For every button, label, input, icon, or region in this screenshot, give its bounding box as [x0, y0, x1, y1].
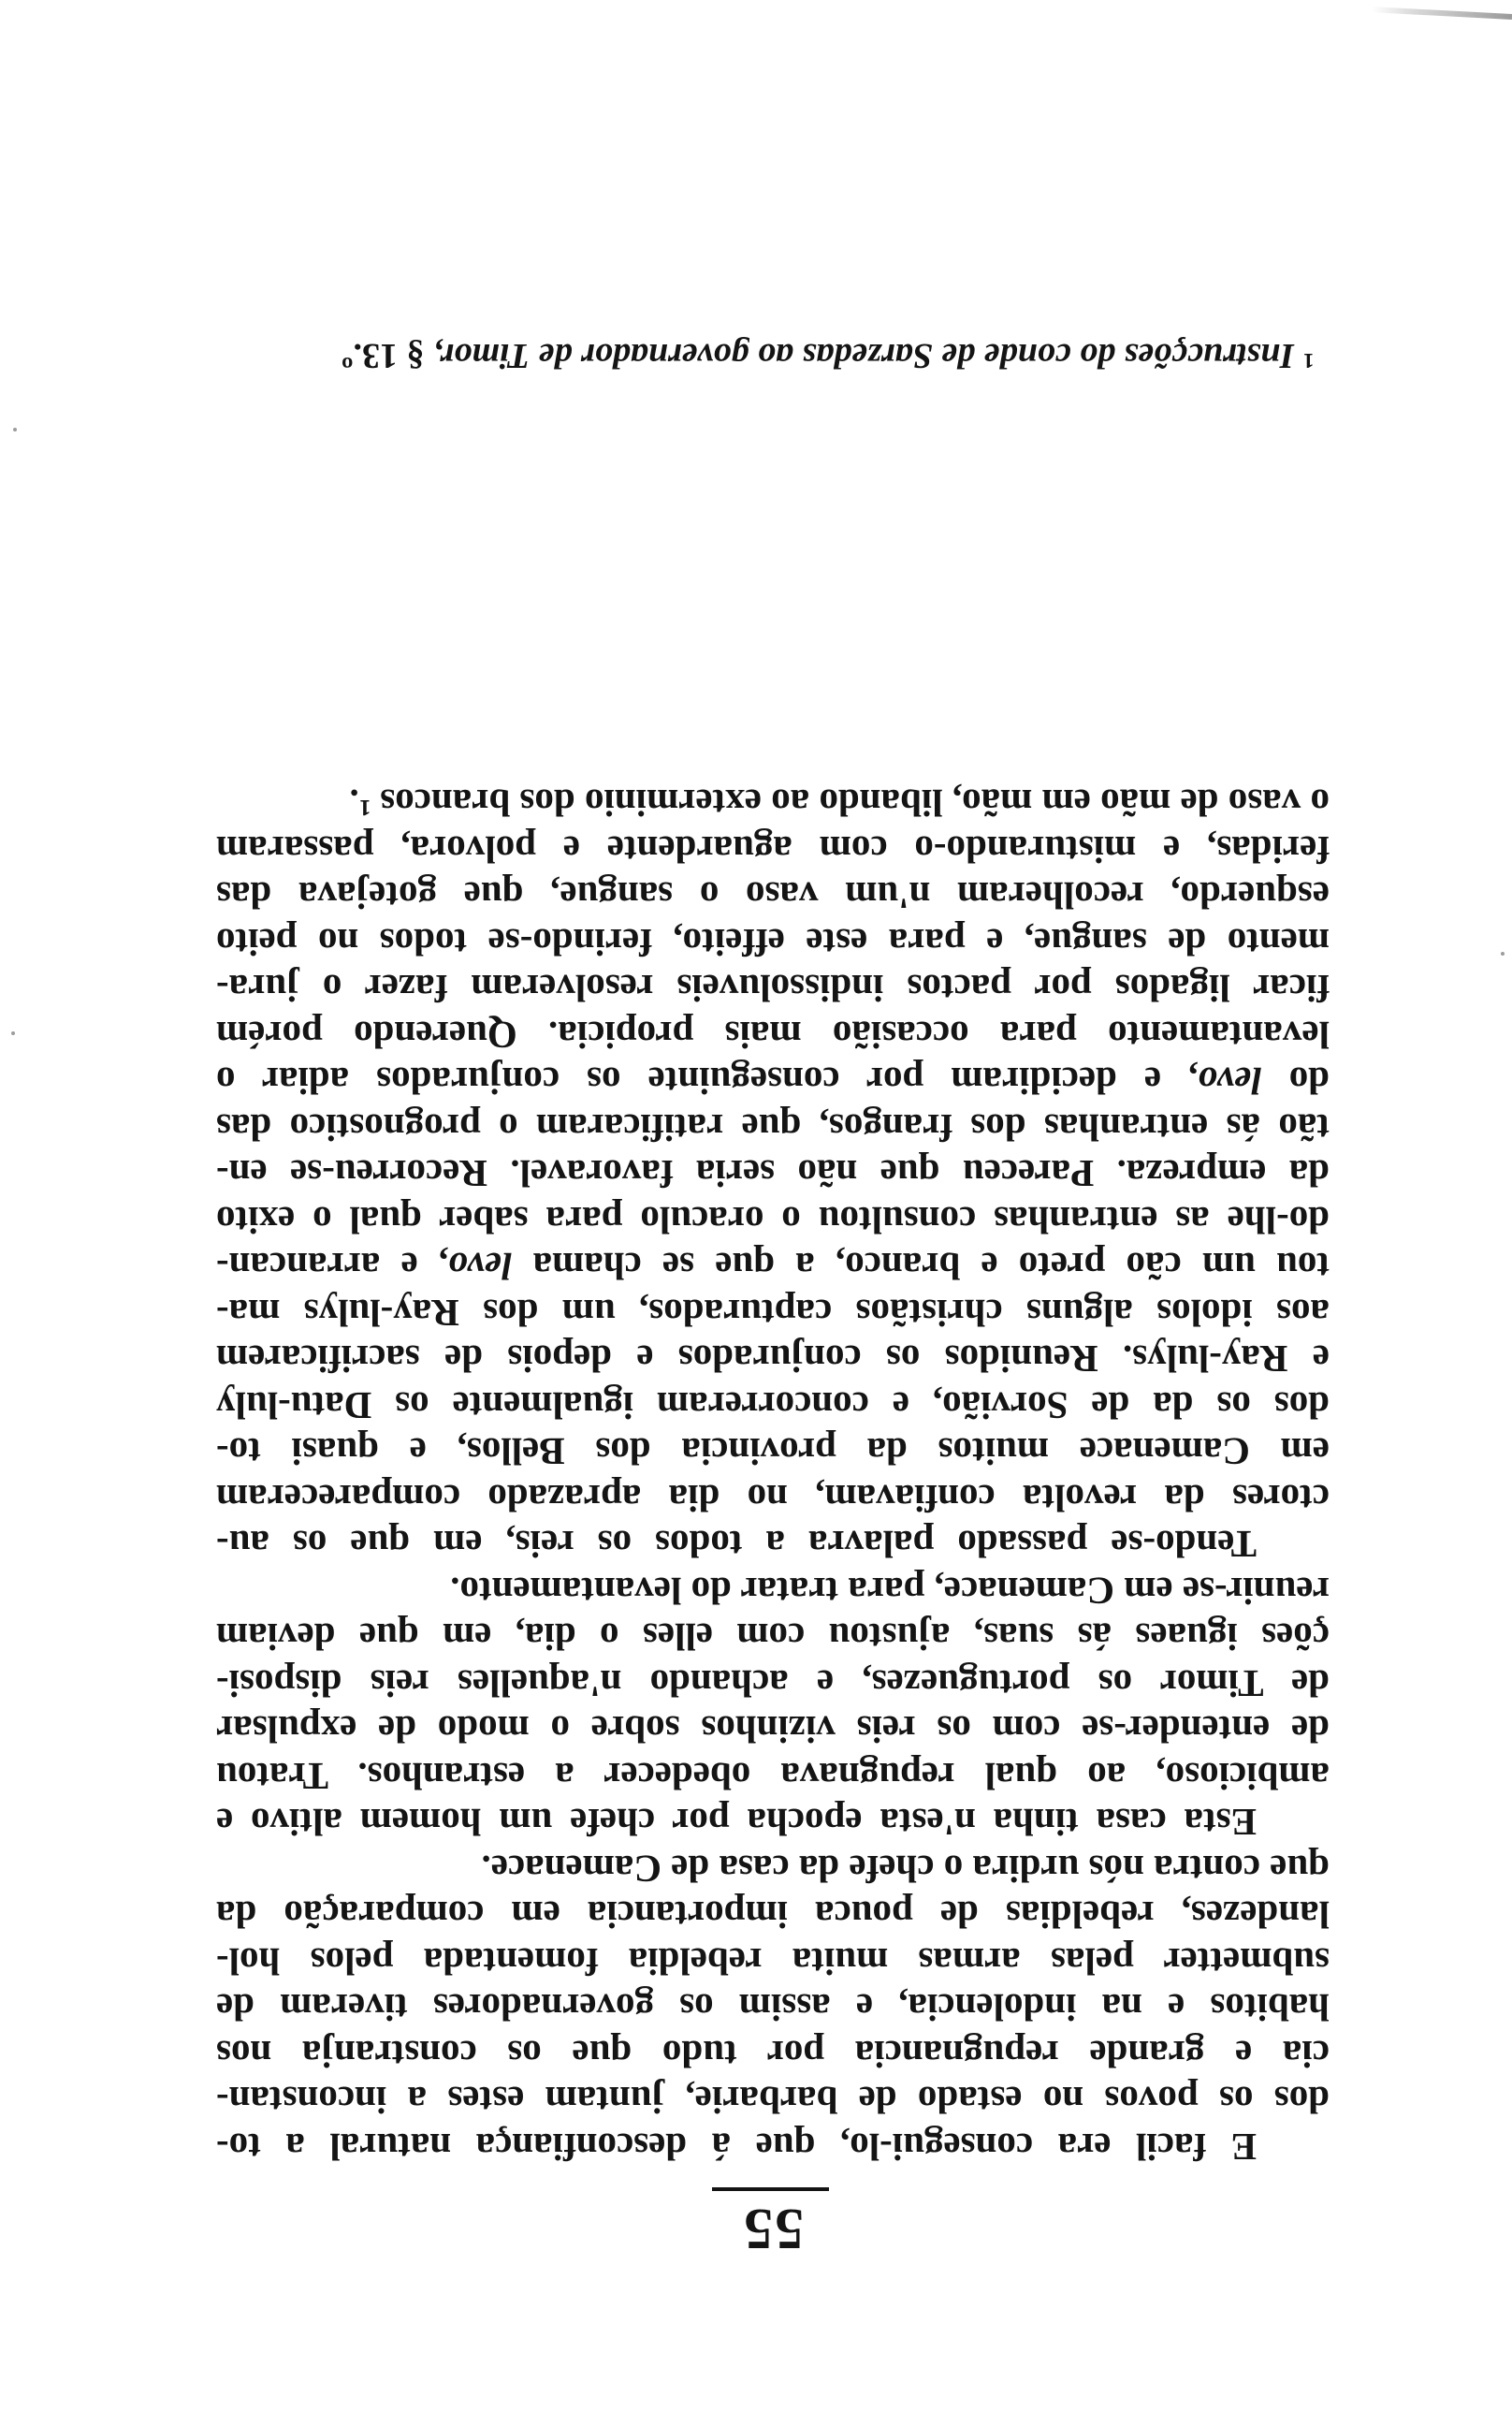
text-line: de entender-se com os reis vizinhos sobre o modo de expulsar — [216, 1708, 1330, 1752]
text-line: do levo, e decidiram por conseguinte os conjurados adiar o — [216, 1059, 1330, 1103]
text-line: dos os da de Sorvião, e concorreram igualmente os Datu-luly — [216, 1384, 1330, 1427]
text-line: habitos e na indolencia, e assim os governadores tiveram de — [216, 1986, 1330, 2030]
text-line: ções iguaes ás suas, ajustou com elles o dia, em que deviam — [216, 1615, 1330, 1659]
text-line: levantamento para occasião mais propicia. Querendo porém — [216, 1014, 1330, 1057]
text-line: cia e grande repugnancia por tudo que os constranja nos — [216, 2033, 1330, 2076]
scan-artifact — [1372, 7, 1512, 20]
text-line: de Timor os portuguezes, e achando n'aquelles reis disposi- — [216, 1662, 1330, 1705]
text-line: E facil era consegui-lo, que á desconfiança natural a to- — [216, 2126, 1257, 2169]
text-line: e Ray-lulys. Reunidos os conjurados e depois de sacrificarem — [216, 1337, 1330, 1381]
text-line: tou um cão preto e branco, a que se chama levo, e arrancan- — [216, 1245, 1330, 1289]
text-line: tão ás entranhas dos frangos, que ratificaram o prognostico das — [216, 1106, 1330, 1149]
text-line: que contra nós urdira o chefe da casa de Camenace. — [481, 1848, 1330, 1891]
scan-artifact — [1501, 952, 1505, 956]
scan-artifact — [11, 1031, 15, 1035]
text-line: feridas, e misturando-o com aguardente e polvora, passaram — [216, 828, 1330, 871]
page-number: 55 — [742, 2197, 804, 2260]
text-line: submetter pelas armas muita rebeldia fomentada pelos hol- — [216, 1940, 1330, 1983]
text-line: aos idolos alguns christãos capturados, um dos Ray-lulys ma- — [216, 1292, 1330, 1335]
text-line: landezes, rebeldias de pouca importancia em comparação da — [216, 1893, 1330, 1937]
footnote-marker: ¹ — [1302, 336, 1314, 375]
text-line: o vaso de mão em mão, libando ao exterminio dos brancos ¹. — [349, 782, 1330, 826]
text-line: mento de sangue, e para este effeito, ferindo-se todos no peito — [216, 921, 1330, 964]
text-line: ficar ligados por pactos indissoluveis resolveram fazer o jura- — [216, 967, 1330, 1011]
text-line: Esta casa tinha n'esta epocha por chefe um homem altivo e — [216, 1801, 1257, 1845]
body-text — [216, 780, 1330, 2170]
text-line: ctores da revolta confiavam, no dia aprazado compareceram — [216, 1477, 1330, 1520]
text-line: do-lhe as entranhas consultou o oraculo para saber qual o exito — [216, 1199, 1330, 1242]
text-line: ambicioso, ao qual repugnava obedecer a estranhos. Tratou — [216, 1755, 1330, 1798]
text-line: esquerdo, recolheram n'um vaso o sangue, que gotejava das — [216, 874, 1330, 918]
page-number-rule — [712, 2187, 829, 2191]
scan-artifact — [13, 428, 17, 431]
text-line: Tendo-se passado palavra a todos os reis, em que os au- — [216, 1523, 1257, 1567]
text-line: dos os povos no estado de barbarie, juntam estes a inconstan- — [216, 2079, 1330, 2123]
footnote-text: Instrucções do conde de Sarzedas ao governador de Timor, — [433, 336, 1295, 375]
footnote-section: § 13.º — [341, 336, 425, 375]
text-line: reunir-se em Camenace, para tratar do levantamento. — [450, 1570, 1330, 1613]
text-line: em Camenace muitos da provincia dos Bellos, e quasi to- — [216, 1430, 1330, 1474]
footnote — [200, 331, 1314, 380]
text-line: da empreza. Pareceu que não seria favoravel. Recorreu-se en- — [216, 1152, 1330, 1196]
